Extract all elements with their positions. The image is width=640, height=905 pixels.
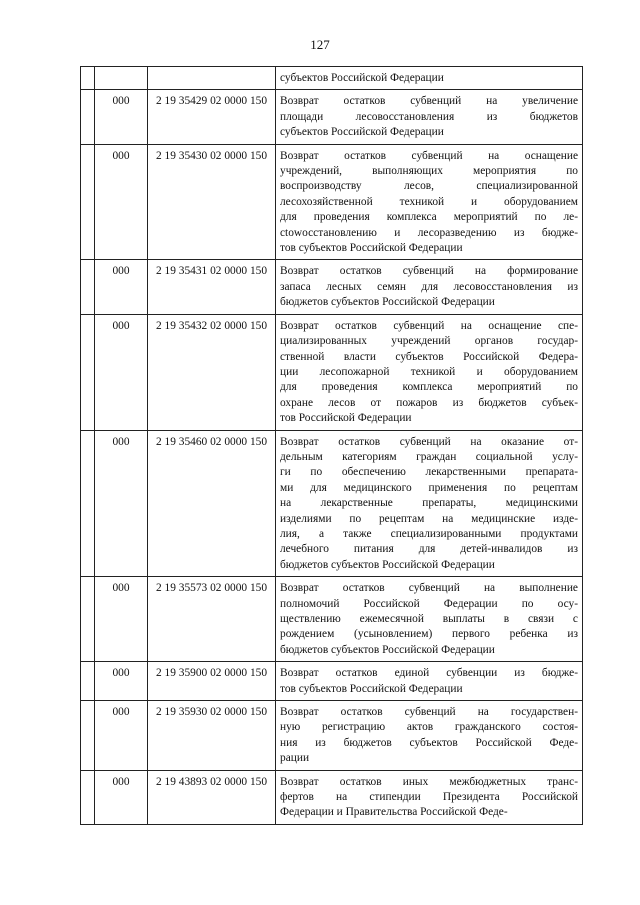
empty-cell (81, 662, 95, 701)
budget-code-cell: 2 19 35930 02 0000 150 (148, 701, 276, 771)
text-line: ции лесопожарной техникой и оборудованием (280, 365, 578, 378)
text-line: Возврат остатков субвенций на выполнение (280, 582, 578, 595)
text-line: Возврат остатков субвенций на оснащение спе- (280, 319, 578, 332)
table-row (81, 430, 583, 577)
text-line: Возврат остатков субвенций на оказание от- (280, 435, 578, 448)
table-body (81, 67, 583, 825)
budget-code-cell: 2 19 35460 02 0000 150 (148, 430, 276, 577)
text-line: рождением (усыновлением) первого ребенка из (280, 628, 578, 641)
income-name-cell (276, 260, 583, 314)
budget-codes-table (80, 66, 583, 825)
table-row (81, 701, 583, 771)
empty-cell (81, 90, 95, 144)
text-line: лечебного питания для детей-инвалидов из (280, 543, 578, 556)
income-name-cell (276, 662, 583, 701)
text-line: ную регистрацию актов гражданского состоя- (280, 721, 578, 734)
text-line: тов субъектов Российской Федерации (280, 682, 463, 695)
income-name-cell (276, 67, 583, 90)
text-line: для проведения комплекса мероприятий по (280, 381, 578, 394)
income-name-cell (276, 770, 583, 824)
budget-code-cell: 2 19 35900 02 0000 150 (148, 662, 276, 701)
text-line: охране лесов от пожаров из бюджетов субъек- (280, 396, 578, 409)
table-row (81, 67, 583, 90)
income-name-cell (276, 144, 583, 260)
table-row (81, 662, 583, 701)
text-line: сtowосстановлению и лесоразведению из бюдже- (280, 226, 578, 239)
income-name-cell (276, 701, 583, 771)
text-line: Возврат остатков единой субвенции из бюдже- (280, 667, 578, 680)
table-row (81, 260, 583, 314)
text-line: ми для медицинского применения по рецептам (280, 481, 578, 494)
budget-code-cell: 2 19 35430 02 0000 150 (148, 144, 276, 260)
text-line: субъектов Российской Федерации (280, 72, 444, 84)
text-line: бюджетов субъектов Российской Федерации (280, 558, 495, 571)
table-row (81, 144, 583, 260)
empty-cell (81, 770, 95, 824)
page-number: 127 (310, 37, 330, 52)
table-row (81, 314, 583, 430)
text-line: Возврат остатков субвенций на государствен- (280, 706, 578, 719)
text-line: лесохозяйственной техникой и оборудованием (280, 195, 578, 208)
budget-code-cell: 2 19 35432 02 0000 150 (148, 314, 276, 430)
income-name-cell (276, 90, 583, 144)
text-line: Федерации и Правительства Российской Феде- (280, 806, 508, 819)
text-line: тов субъектов Российской Федерации (280, 242, 463, 255)
text-line: Возврат остатков субвенций на увеличение (280, 95, 578, 108)
empty-cell (81, 701, 95, 771)
table-row (81, 770, 583, 824)
empty-cell (81, 430, 95, 577)
text-line: рации (280, 752, 310, 765)
admin-code-cell: 000 (95, 90, 148, 144)
text-line: ственной власти субъектов Российской Федера- (280, 350, 578, 363)
text-line: лия, а также специализированными продуктами (280, 527, 578, 540)
empty-cell (81, 577, 95, 662)
text-line: ществлению ежемесячной выплаты в связи с (280, 613, 578, 625)
budget-code-cell: 2 19 43893 02 0000 150 (148, 770, 276, 824)
text-line: на лекарственные препараты, медицинскими (280, 497, 578, 510)
text-line: циализированных учреждений органов государ- (280, 335, 578, 348)
empty-cell (81, 260, 95, 314)
text-line: тов Российской Федерации (280, 412, 412, 425)
text-line: изделиями по рецептам на медицинские изде- (280, 512, 578, 525)
admin-code-cell: 000 (95, 260, 148, 314)
income-name-cell (276, 314, 583, 430)
admin-code-cell: 000 (95, 577, 148, 662)
budget-code-cell: 2 19 35573 02 0000 150 (148, 577, 276, 662)
income-name-cell (276, 430, 583, 577)
admin-code-cell: 000 (95, 701, 148, 771)
text-line: площади лесовосстановления из бюджетов (280, 110, 578, 123)
text-line: бюджетов субъектов Российской Федерации (280, 643, 495, 656)
admin-code-cell: 000 (95, 662, 148, 701)
income-name-cell (276, 577, 583, 662)
table-row (81, 90, 583, 144)
text-line: полномочий Российской Федерации по осу- (280, 597, 578, 610)
admin-code-cell: 000 (95, 770, 148, 824)
budget-code-cell (148, 67, 276, 90)
text-line: ния из бюджетов субъектов Российской Феде- (280, 736, 578, 749)
text-line: фертов на стипендии Президента Российской (280, 791, 578, 804)
admin-code-cell: 000 (95, 430, 148, 577)
text-line: учреждений, выполняющих мероприятия по (280, 165, 578, 178)
text-line: для проведения комплекса мероприятий по ле- (280, 211, 578, 224)
text-line: Возврат остатков иных межбюджетных транс- (280, 775, 578, 788)
table-row (81, 577, 583, 662)
admin-code-cell: 000 (95, 314, 148, 430)
text-line: субъектов Российской Федерации (280, 126, 444, 139)
text-line: Возврат остатков субвенций на формирование (280, 265, 578, 278)
empty-cell (81, 144, 95, 260)
admin-code-cell: 000 (95, 144, 148, 260)
empty-cell (81, 314, 95, 430)
text-line: бюджетов субъектов Российской Федерации (280, 296, 495, 309)
budget-code-cell: 2 19 35431 02 0000 150 (148, 260, 276, 314)
text-line: Возврат остатков субвенций на оснащение (280, 149, 578, 162)
text-line: воспроизводству лесов, специализированной (280, 180, 578, 193)
empty-cell (81, 67, 95, 90)
text-line: ги по обеспечению лекарственными препарата- (280, 466, 578, 479)
text-line: дельным категориям граждан социальной услу- (280, 450, 578, 463)
text-line: запаса лесных семян для лесовосстановления из (280, 280, 578, 293)
admin-code-cell (95, 67, 148, 90)
budget-code-cell: 2 19 35429 02 0000 150 (148, 90, 276, 144)
